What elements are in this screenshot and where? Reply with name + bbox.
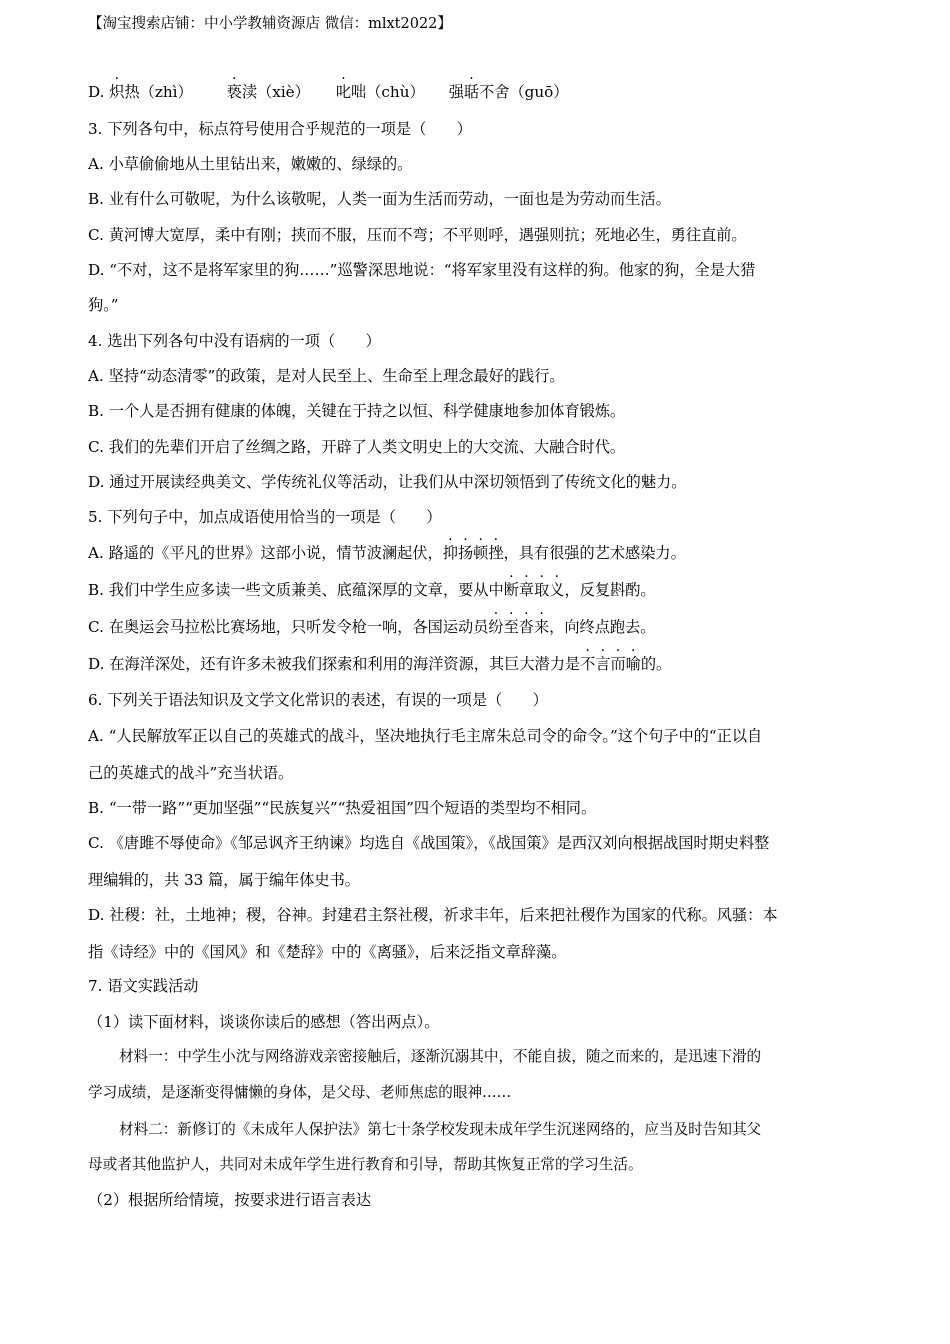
dotted-char: 炽: [109, 83, 125, 101]
question-7-part-2: （2）根据所给情境，按要求进行语言表达: [88, 1191, 372, 1209]
dotted-char: 叱: [335, 83, 352, 101]
dotted-char: 来: [533, 618, 550, 636]
question-6-option-a: A. “人民解放军正以自己的英雄式的战斗，坚决地执行毛主席朱总司令的命令。”这个句子中的“正以自: [88, 727, 763, 745]
dotted-char: 聒: [463, 83, 480, 101]
option-text: C. 在奥运会马拉松比赛场地，只听发令枪一响，各国运动员: [88, 618, 489, 636]
question-6-option-b: B. “一带一路”“更加坚强”“民族复兴”“热爱祖国”四个短语的类型均不相同。: [88, 799, 597, 817]
question-6-option-a-cont: 己的英雄式的战斗”充当状语。: [88, 764, 294, 782]
dotted-char: 取: [534, 581, 550, 599]
question-5-option-d: [88, 654, 671, 674]
dotted-char: 扬: [457, 544, 474, 562]
dotted-char: 亵: [226, 83, 242, 101]
dotted-idiom: [443, 544, 504, 562]
dotted-char: 章: [518, 581, 535, 599]
option-item: 不舍（guō）: [479, 83, 569, 101]
question-3-stem: 3. 下列各句中，标点符号使用合乎规范的一项是（ ）: [88, 120, 472, 138]
option-item: 咄（chù）: [351, 83, 425, 101]
shop-header: 【淘宝搜索店铺：中小学教辅资源店 微信：mlxt2022】: [88, 16, 452, 32]
question-3-option-a: A. 小草偷偷地从土里钻出来，嫩嫩的、绿绿的。: [88, 155, 413, 173]
option-text: ，向终点跑去。: [549, 618, 656, 636]
dotted-idiom: [488, 618, 549, 636]
question-6-option-c-cont: 理编辑的，共 33 篇，属于编年体史书。: [88, 871, 360, 889]
material-2-cont: 母或者其他监护人，共同对未成年学生进行教育和引导，帮助其恢复正常的学习生活。: [88, 1156, 643, 1173]
dotted-char: 抑: [442, 544, 458, 562]
q2-option-d: [88, 82, 568, 102]
dotted-char: 纷: [488, 618, 504, 636]
dotted-char: 言: [595, 655, 611, 673]
question-4-option-c: C. 我们的先辈们开启了丝绸之路，开辟了人类文明史上的大交流、大融合时代。: [88, 438, 626, 456]
dotted-idiom: [504, 581, 565, 599]
question-4-option-a: A. 坚持“动态清零”的政策，是对人民至上、生命至上理念最好的践行。: [88, 367, 565, 385]
dotted-char: 沓: [518, 618, 534, 636]
dotted-char: 而: [610, 655, 626, 673]
question-4-option-d: D. 通过开展读经典美文、学传统礼仪等活动，让我们从中深切领悟到了传统文化的魅力。: [88, 473, 687, 491]
option-text: ，反复斟酌。: [564, 581, 656, 599]
option-item: 热（zhì）: [124, 83, 193, 101]
dotted-char: 义: [549, 581, 565, 599]
dotted-char: 顿: [473, 544, 489, 562]
dotted-char: 不: [580, 655, 596, 673]
material-1: 材料一：中学生小沈与网络游戏亲密接触后，逐渐沉溺其中，不能自拔，随之而来的，是迅速下滑的: [119, 1048, 762, 1065]
option-text: A. 路遥的《平凡的世界》这部小说，情节波澜起伏，: [88, 544, 443, 562]
option-text: ，具有很强的艺术感染力。: [503, 544, 686, 562]
dotted-idiom: [580, 655, 641, 673]
question-6-option-d-cont: 指《诗经》中的《国风》和《楚辞》中的《离骚》，后来泛指文章辞藻。: [88, 943, 567, 961]
question-3-option-d-cont: 狗。”: [88, 296, 119, 314]
question-5-option-b: [88, 580, 656, 600]
question-6-option-d: D. 社稷：社，土地神；稷，谷神。封建君主祭社稷，祈求丰年，后来把社稷作为国家的代称。风骚：本: [88, 906, 778, 924]
question-7-part-1: （1）读下面材料，谈谈你读后的感想（答出两点）。: [88, 1013, 440, 1031]
question-4-option-b: B. 一个人是否拥有健康的体魄，关键在于持之以恒、科学健康地参加体育锻炼。: [88, 402, 626, 420]
question-6-stem: 6. 下列关于语法知识及文学文化常识的表述，有误的一项是（ ）: [88, 691, 548, 709]
dotted-char: 至: [503, 618, 519, 636]
question-5-stem: 5. 下列句子中，加点成语使用恰当的一项是（ ）: [88, 508, 442, 526]
option-text: B. 我们中学生应多读一些文质兼美、底蕴深厚的文章，要从中: [88, 581, 504, 599]
question-3-option-d: D. “不对，这不是将军家里的狗……”巡警深思地说：“将军家里没有这样的狗。他家的狗，全是大猎: [88, 261, 756, 279]
dotted-char: 喻: [625, 655, 641, 673]
question-3-option-c: C. 黄河博大宽厚，柔中有刚；挟而不服，压而不弯；不平则呼，遇强则抗；死地必生，勇往直前。: [88, 226, 747, 244]
question-4-stem: 4. 选出下列各句中没有语病的一项（ ）: [88, 332, 381, 350]
material-1-cont: 学习成绩，是逐渐变得慵懒的身体，是父母、老师焦虑的眼神……: [88, 1084, 512, 1101]
option-item: 渎（xiè）: [241, 83, 310, 101]
question-7-stem: 7. 语文实践活动: [88, 977, 199, 995]
question-3-option-b: B. 业有什么可敬呢，为什么该敬呢，人类一面为生活而劳动，一面也是为劳动而生活。: [88, 190, 671, 208]
dotted-char: 挫: [488, 544, 504, 562]
option-label: D.: [88, 83, 110, 101]
option-text: 的。: [640, 655, 672, 673]
question-5-option-c: [88, 617, 655, 637]
question-5-option-a: [88, 543, 686, 563]
option-item: 强: [448, 83, 464, 101]
dotted-char: 断: [503, 581, 519, 599]
option-text: D. 在海洋深处，还有许多未被我们探索和利用的海洋资源，其巨大潜力是: [88, 655, 581, 673]
material-2: 材料二：新修订的《未成年人保护法》第七十条学校发现未成年学生沉迷网络的，应当及时告知其父: [119, 1121, 762, 1138]
question-6-option-c: C. 《唐雎不辱使命》《邹忌讽齐王纳谏》均选自《战国策》，《战国策》是西汉刘向根据战国时期史料整: [88, 834, 770, 852]
